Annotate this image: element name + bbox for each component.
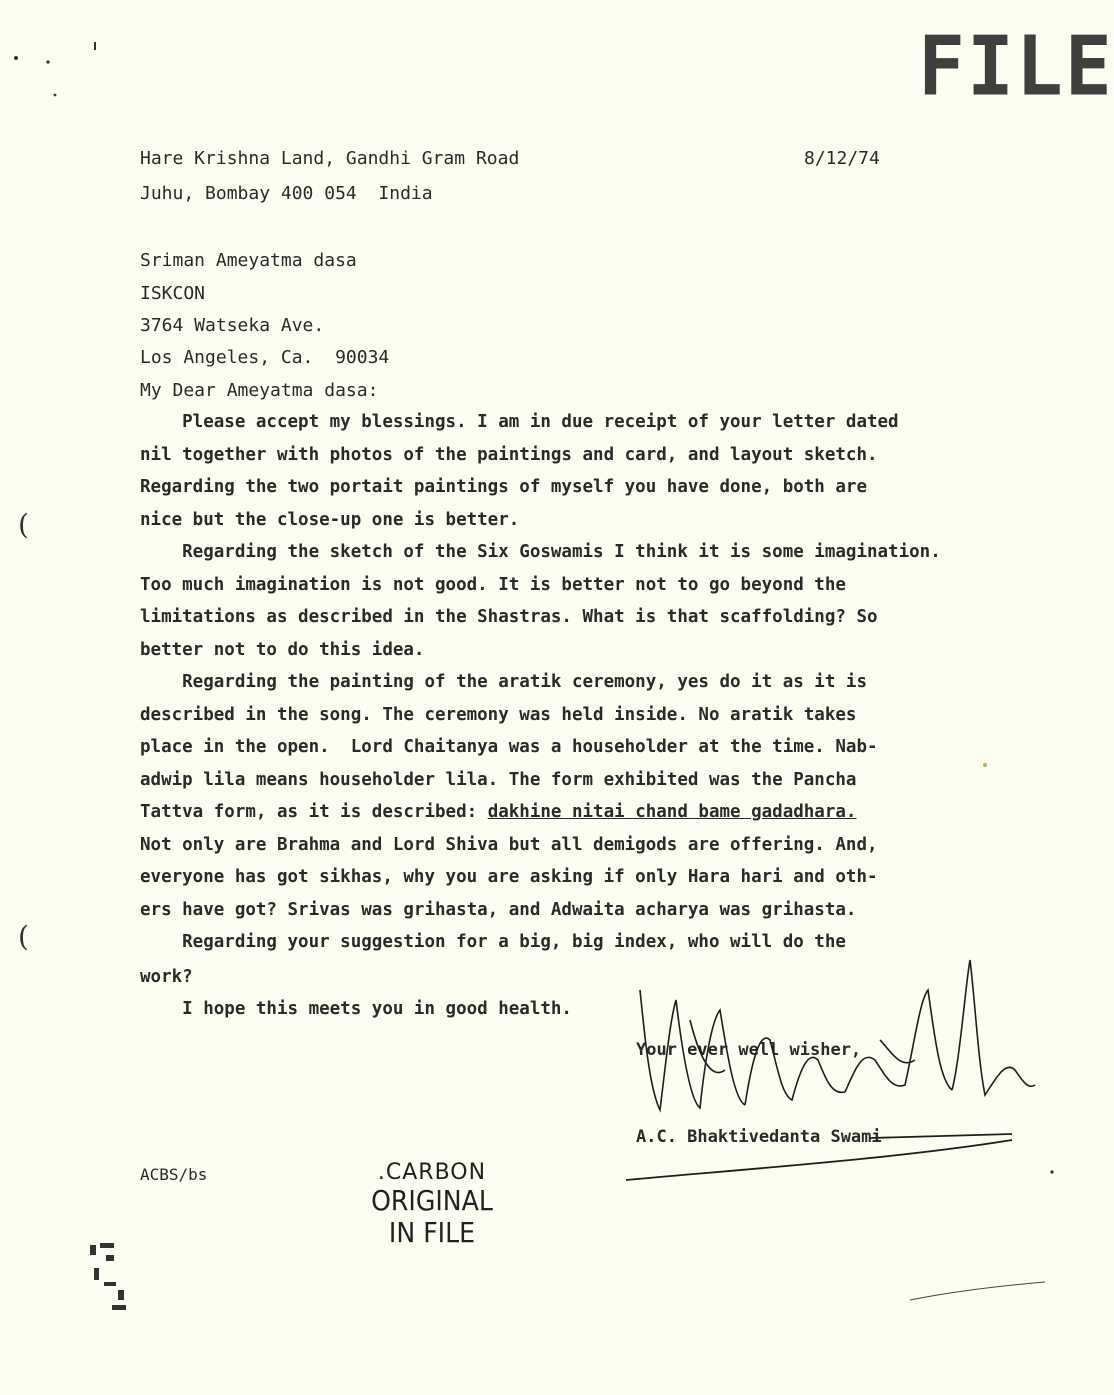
body-line: Please accept my blessings. I am in due receipt of your letter dated — [140, 412, 899, 432]
recipient-org: ISKCON — [140, 283, 206, 304]
body-line: Regarding your suggestion for a big, big index, who will do the — [140, 932, 846, 952]
salutation: My Dear Ameyatma dasa: — [140, 380, 379, 401]
carbon-stamp-line-2: ORIGINAL — [371, 1184, 493, 1217]
signature-name: A.C. Bhaktivedanta Swami — [636, 1127, 882, 1147]
closing: Your ever well wisher, — [636, 1040, 862, 1060]
body-line-prefix: Tattva form, as it is described: — [140, 802, 488, 822]
carbon-stamp-line-1: .CARBON — [377, 1160, 487, 1185]
file-stamp: FILE — [918, 19, 1114, 115]
recipient-name: Sriman Ameyatma dasa — [140, 250, 357, 271]
recipient-street: 3764 Watseka Ave. — [140, 315, 325, 336]
typist-initials: ACBS/bs — [140, 1165, 208, 1184]
body-line: adwip lila means householder lila. The form exhibited was the Pancha — [140, 770, 857, 790]
sender-address-line-2: Juhu, Bombay 400 054 India — [140, 183, 433, 204]
body-line: work? — [140, 967, 193, 987]
carbon-original-stamp — [352, 1160, 512, 1249]
body-line: limitations as described in the Shastras. What is that scaffolding? So — [140, 607, 878, 627]
body-line: better not to do this idea. — [140, 640, 425, 660]
body-line: everyone has got sikhas, why you are asking if only Hara hari and oth- — [140, 867, 878, 887]
quoted-verse: dakhine nitai chand bame gadadhara. — [487, 802, 857, 822]
body-line: place in the open. Lord Chaitanya was a householder at the time. Nab- — [140, 737, 878, 757]
body-line: nil together with photos of the paintings and card, and layout sketch. — [140, 445, 878, 465]
body-line: I hope this meets you in good health. — [140, 999, 572, 1019]
body-line: Regarding the sketch of the Six Goswamis I think it is some imagination. — [140, 542, 941, 562]
body-line: Not only are Brahma and Lord Shiva but all demigods are offering. And, — [140, 835, 878, 855]
body-line: nice but the close-up one is better. — [140, 510, 520, 530]
body-line: Regarding the painting of the aratik ceremony, yes do it as it is — [140, 672, 867, 692]
margin-mark: ( — [18, 920, 29, 953]
body-line: Too much imagination is not good. It is better not to go beyond the — [140, 575, 846, 595]
margin-stamp-mark — [90, 1243, 126, 1310]
margin-mark: ( — [18, 508, 29, 541]
body-line: ers have got? Srivas was grihasta, and Adwaita acharya was grihasta. — [140, 900, 857, 920]
body-line: described in the song. The ceremony was held inside. No aratik takes — [140, 705, 857, 725]
letter-date: 8/12/74 — [804, 148, 880, 169]
sender-address-line-1: Hare Krishna Land, Gandhi Gram Road — [140, 148, 520, 169]
body-line: Regarding the two portait paintings of myself you have done, both are — [140, 477, 867, 497]
carbon-stamp-line-3: IN FILE — [388, 1216, 476, 1249]
recipient-city: Los Angeles, Ca. 90034 — [140, 347, 390, 368]
